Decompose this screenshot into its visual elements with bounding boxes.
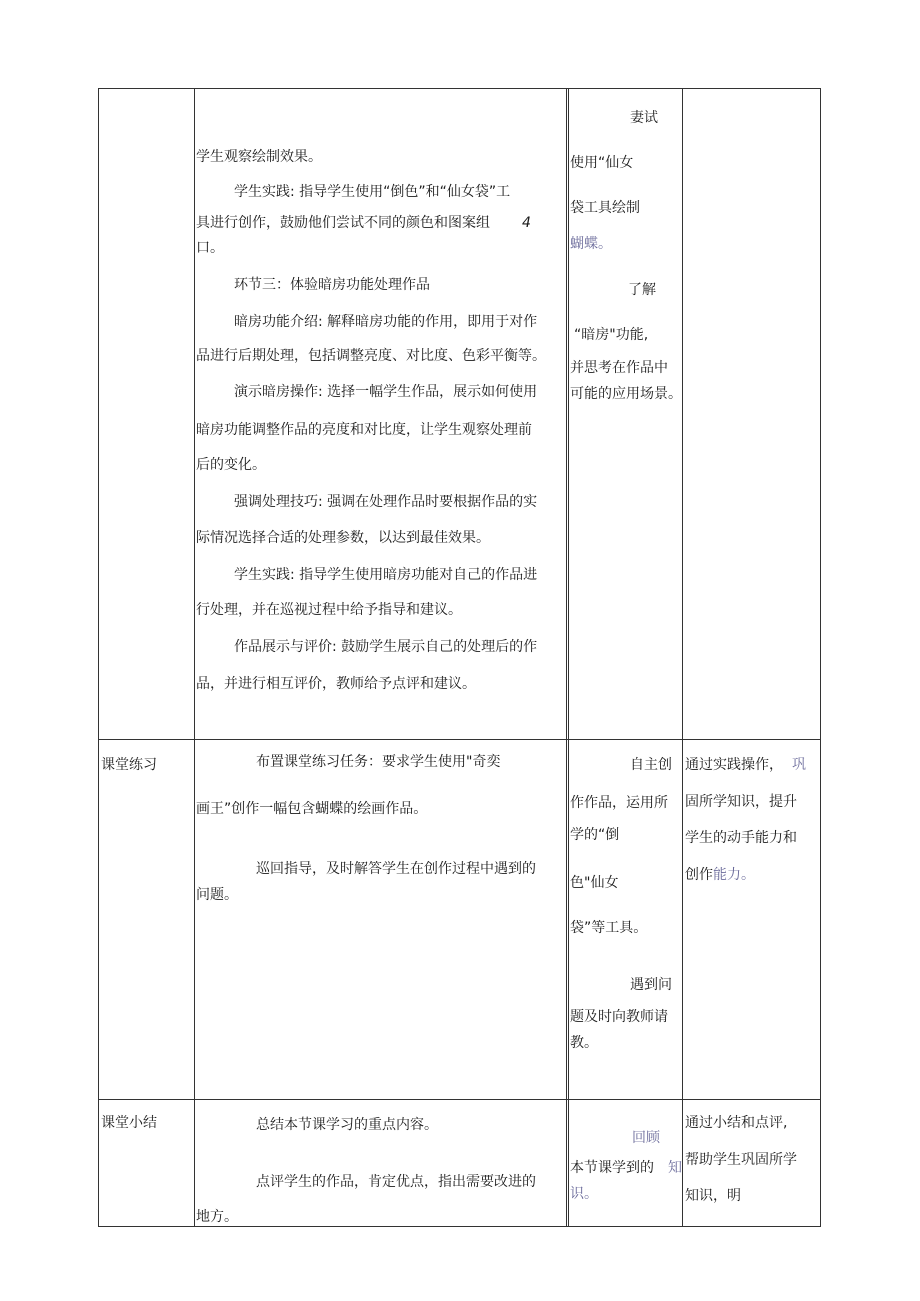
student-line: 了解 — [628, 282, 656, 298]
content-line: 布置课堂练习任务：要求学生使用"奇奕 — [256, 754, 501, 770]
column-divider — [566, 89, 569, 1226]
purpose-line: 创作 — [685, 867, 713, 883]
purpose-line: 能力。 — [713, 867, 755, 883]
student-line: 并思考在作品中 — [570, 360, 668, 376]
content-line: 总结本节课学习的重点内容。 — [256, 1117, 438, 1133]
student-line: 教。 — [570, 1035, 598, 1051]
lesson-plan-table — [98, 88, 821, 1227]
column-divider — [682, 89, 683, 1226]
content-line: 后的变化。 — [196, 457, 266, 473]
purpose-line: 通过实践操作， — [685, 757, 783, 773]
content-line: 学生实践: 指导学生使用暗房功能对自己的作品进 — [234, 567, 538, 583]
content-line: 点评学生的作品，肯定优点，指出需要改进的 — [256, 1174, 536, 1190]
row-divider — [99, 1099, 820, 1100]
content-line: 地方。 — [196, 1209, 238, 1225]
content-line: 学生实践: 指导学生使用“倒色”和“仙女袋”工 — [234, 184, 511, 200]
content-line: 际情况选择合适的处理参数，以达到最佳效果。 — [196, 530, 490, 546]
student-line: 蝴蝶。 — [570, 236, 612, 252]
column-divider — [194, 89, 195, 1226]
row-3-label: 课堂小结 — [101, 1115, 157, 1131]
purpose-line: 巩 — [792, 757, 806, 773]
content-line: 作品展示与评价: 鼓励学生展示自己的处理后的作 — [234, 639, 538, 655]
purpose-line: 知识，明 — [685, 1188, 741, 1204]
student-line: 题及时向教师请 — [570, 1009, 668, 1025]
content-line: 品，并进行相互评价，教师给予点评和建议。 — [196, 676, 476, 692]
student-line: 色"仙女 — [570, 875, 619, 891]
student-line: 使用“仙女 — [570, 155, 634, 171]
purpose-line: 帮助学生巩固所学 — [685, 1152, 797, 1168]
student-line: 遇到问 — [630, 977, 672, 993]
content-line: 画王”创作一幅包含蝴蝶的绘画作品。 — [196, 801, 428, 817]
content-line: 强调处理技巧: 强调在处理作品时要根据作品的实 — [234, 494, 538, 510]
student-line: 知 — [668, 1160, 682, 1176]
content-line: 学生观察绘制效果。 — [196, 149, 322, 165]
section-heading: 环节三：体验暗房功能处理作品 — [234, 277, 430, 293]
student-line: 回顾 — [632, 1130, 660, 1146]
student-line: 作作品，运用所 — [570, 795, 668, 811]
student-line: 本节课学到的 — [570, 1160, 654, 1176]
student-line: 妻试 — [630, 110, 658, 126]
content-line: 品进行后期处理，包括调整亮度、对比度、色彩平衡等。 — [196, 348, 546, 364]
student-line: “暗房"功能, — [574, 327, 649, 343]
content-line: 口。 — [196, 240, 224, 256]
row-2-label: 课堂练习 — [101, 757, 157, 773]
student-line: 袋”等工具。 — [570, 920, 648, 936]
purpose-line: 学生的动手能力和 — [685, 830, 797, 846]
student-line: 学的“倒 — [570, 827, 620, 843]
content-line: 问题。 — [196, 887, 238, 903]
content-line: 行处理，并在巡视过程中给予指导和建议。 — [196, 602, 462, 618]
content-line: 暗房功能调整作品的亮度和对比度，让学生观察处理前 — [196, 422, 532, 438]
content-line: 演示暗房操作: 选择一幅学生作品，展示如何使用 — [234, 384, 538, 400]
student-line: 可能的应用场景。 — [570, 386, 682, 402]
student-line: 识。 — [570, 1186, 598, 1202]
student-line: 袋工具绘制 — [570, 200, 640, 216]
purpose-line: 固所学知识，提升 — [685, 794, 797, 810]
content-line: 具进行创作，鼓励他们尝试不同的颜色和图案组 — [196, 215, 490, 231]
content-line: 4 — [522, 215, 531, 231]
purpose-line: 通过小结和点评, — [685, 1115, 788, 1131]
student-line: 自主创 — [630, 757, 672, 773]
content-line: 暗房功能介绍: 解释暗房功能的作用，即用于对作 — [234, 314, 538, 330]
content-line: 巡回指导，及时解答学生在创作过程中遇到的 — [256, 861, 536, 877]
row-divider — [99, 739, 820, 740]
